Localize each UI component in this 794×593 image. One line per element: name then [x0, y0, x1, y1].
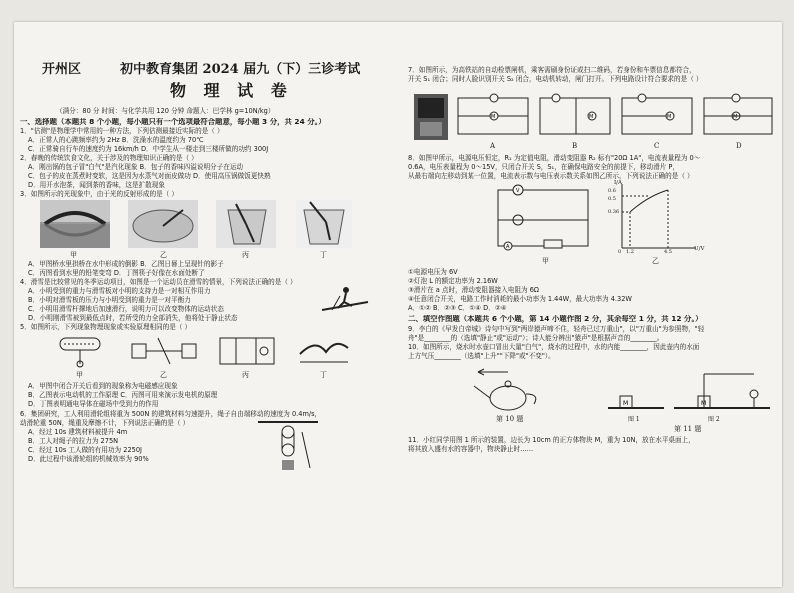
fig7-label-a: A — [490, 142, 496, 150]
svg-text:M: M — [491, 114, 496, 120]
figure-q8-circuit — [488, 182, 598, 254]
q8-options: A．①② B．②③ C．①④ D．②④ — [408, 304, 507, 312]
q8-statement-1: ①电源电压为 6V — [408, 268, 458, 276]
figure-electromagnet-a — [50, 334, 110, 368]
q10-line-2: 上方气压________（选填"上升""下降"或"不变"）。 — [408, 352, 555, 360]
fig8-x-tick-2: 1.2 — [626, 249, 634, 255]
exam-sheet — [14, 22, 782, 587]
figure-q11 — [604, 364, 774, 414]
q5-d: D．丁图表明通电导体在磁场中受到力的作用 — [28, 400, 159, 408]
q9-line-1: 9．李白的《早发白帝城》诗句中写到"两岸猿声啼不住，轻舟已过万重山"，以"万重山"为参照物，"轻 — [408, 325, 705, 333]
q4-stem: 4．滑雪是比较常见的冬季运动项目，如图是一个运动员在滑雪的情景，下列说法正确的是（ ） — [20, 278, 297, 286]
figure-circuit-c — [216, 334, 278, 368]
figure-chopsticks — [296, 200, 352, 248]
q2-c: C．包子的皮在蒸煮时变软，这是因为水蒸气对面皮做功 D．使用高压锅做饭更快熟 — [28, 172, 271, 180]
q8-stem-2: 0.6A，电压表量程为 0～15V，只闭合开关 S，S₁，在确保电路安全的前提下，移动滑片 P， — [408, 163, 679, 171]
q1-stem: 1．"估测"是物理学中常用的一种方法，下列估测最接近实际的是（ ） — [20, 127, 224, 135]
q5-stem: 5．如图所示，下列现象物理现象或实验原理相同的是（ ） — [20, 323, 192, 331]
q6-a: A．经过 10s 建筑材料被提升 4m — [28, 428, 128, 436]
fig3-label-a: 甲 — [70, 251, 77, 259]
q11-line-1: 11．小红同学用图 1 所示的装置，边长为 10cm 的正方体物块 M，重为 10N，放在水平桌面上， — [408, 436, 695, 444]
circuit-option-a — [454, 92, 532, 140]
svg-text:V: V — [516, 188, 520, 194]
district: 开州区 — [42, 62, 82, 77]
q3-stem: 3．如图所示的光现象中，由于光的反射形成的是（ ） — [20, 190, 178, 198]
q10-line-1: 10．如图所示，烧水时水壶口冒出大量"白气"，烧水的过程中，水的内能________，因此壶内的水面 — [408, 343, 700, 351]
fig5-label-b: 乙 — [160, 371, 167, 379]
q6-b: B．工人对绳子的拉力为 275N — [28, 437, 119, 445]
circuit-option-c — [618, 92, 696, 140]
q4-d: D．小明刚滑雪被到最低点时，若所受的力全部消失，他将处于静止状态 — [28, 314, 238, 322]
figure-pencil-in-water — [216, 200, 276, 248]
q1-cd: C．正常骑自行车的速度约为 16km/h D．中学生从一楼走到三楼所做的功约 300J — [28, 145, 269, 153]
fig3-label-d: 丁 — [320, 251, 327, 259]
fig8-x-tick-1: 0 — [618, 249, 622, 255]
fig7-label-d: D — [736, 142, 742, 150]
q6-d: D．此过程中该滑轮组的机械效率为 90% — [28, 455, 149, 463]
figure-sundial — [128, 200, 198, 248]
figure-ticket-gate — [412, 92, 450, 142]
svg-text:M: M — [623, 400, 629, 407]
q8-statement-2: ②灯泡 L 的额定功率为 2.16W — [408, 277, 498, 285]
q3-cd: C．丙图看到水里的铅笔变弯 D．丁图筷子好像在水面处断了 — [28, 269, 205, 277]
q6-stem-1: 6．集团研究，工人利用滑轮组将重为 500N 的建筑材料匀速提升，绳子自由端移动的速度为 0.4m/s， — [20, 410, 322, 418]
figure-bridge-reflection — [40, 200, 110, 248]
exam-title: 初中教育集团 2024 届九（下）三诊考试 — [120, 62, 361, 77]
q2-stem: 2．春晚的传统饮食文化，关于涉及的物理知识正确的是（ ） — [20, 154, 198, 162]
q8-stem-3: 从最右端向左移动到某一位置，电流表示数与电压表示数关系如图乙所示，下列说法正确的是（ ） — [408, 172, 694, 180]
q4-c: C．小明用滑雪杆撑地后加速滑行，说明力可以改变物体的运动状态 — [28, 305, 224, 313]
q5-a: A．甲图中闭合开关后看到的现象称为电磁感应现象 — [28, 382, 178, 390]
fig8-x-unit: U/V — [694, 246, 705, 252]
figure-q8-graph — [608, 182, 698, 254]
fig8-y-tick-2: 0.5 — [608, 196, 616, 202]
circuit-option-b — [536, 92, 614, 140]
fig10-label: 第 10 题 — [496, 415, 524, 423]
svg-text:A: A — [506, 244, 510, 250]
q6-stem-2: 动滑轮重 50N，绳重及摩擦不计，下列说法正确的是（ ） — [20, 419, 190, 427]
q4-a: A．小明受到的重力与滑雪板对小明的支持力是一对相互作用力 — [28, 287, 211, 295]
q1-ab: A．正常人的心跳频率约为 2Hz B．洗澡水的温度约为 70℃ — [28, 136, 204, 144]
fig5-label-c: 丙 — [242, 371, 249, 379]
q11-line-2: 将其放入盛有水的容器中，物块静止时…… — [408, 445, 534, 453]
figure-bird-d — [296, 334, 352, 368]
fig5-label-d: 丁 — [320, 371, 327, 379]
section-one: 一、选择题（本题共 8 个小题，每小题只有一个选项最符合题意，每小题 3 分，共 24 分。） — [20, 118, 326, 126]
figure-skier — [320, 284, 370, 314]
q8-statement-3: ③滑片在 a 点时，滑动变阻器接入电阻为 6Ω — [408, 286, 539, 294]
q9-line-2: 舟"是________的（选填"静止"或"运动"）；诗人能分辨出"猿声"是根据声音的________。 — [408, 334, 664, 342]
svg-text:M: M — [701, 400, 707, 407]
fig8-y-tick-1: 0.6 — [608, 188, 616, 194]
svg-text:M: M — [589, 114, 594, 120]
figure-kettle — [468, 364, 548, 414]
q7-stem-1: 7．如图所示，为高铁站的自动检票闸机，乘客需刷身份证或扫二维码，若身份和车票信息都符合， — [408, 66, 696, 74]
section-two: 二、填空作图题（本题共 6 个小题，第 14 小题作图 2 分，其余每空 1 分，共 12 分。） — [408, 315, 703, 323]
fig8-x-tick-3: 4.5 — [664, 249, 672, 255]
svg-text:M: M — [733, 114, 738, 120]
q8-stem-1: 8．如图甲所示，电源电压恒定，R₁ 为定值电阻，滑动变阻器 R₂ 标有"20Ω 1A"，电流表量程为 0～ — [408, 154, 701, 162]
q4-b: B．小明对滑雪板的压力与小明受到的重力是一对平衡力 — [28, 296, 191, 304]
q2-ab: A．刚出锅的包子冒"白气"是汽化现象 B．包子的香味四溢说明分子在运动 — [28, 163, 244, 171]
fig5-label-a: 甲 — [76, 371, 83, 379]
figure-pulley — [258, 420, 318, 472]
q2-d: D．用开水泡茶，闻到茶的香味，这是扩散现象 — [28, 181, 165, 189]
q8-statement-4: ④任意闭合开关，电路工作时消耗的最小功率为 1.44W，最大功率为 4.32W — [408, 295, 632, 303]
fig3-label-c: 丙 — [242, 251, 249, 259]
svg-text:M: M — [667, 114, 672, 120]
fig7-label-b: B — [572, 142, 578, 150]
fig7-label-c: C — [654, 142, 660, 150]
q7-stem-2: 开关 S₁ 闭合；同时人脸识别开关 S₂ 闭合，电动机转动，闸门打开。下列电路设计符合要求的是（ ） — [408, 75, 703, 83]
q3-ab: A．甲图桥水里拱桥在水中形成的倒影 B．乙图日晷上呈现针的影子 — [28, 260, 224, 268]
fig8-graph-label: 乙 — [652, 257, 659, 265]
fig8-y-unit: I/A — [614, 180, 622, 186]
fig8-y-tick-3: 0.36 — [608, 209, 620, 215]
q6-c: C．经过 10s 工人做的有用功为 2250J — [28, 446, 142, 454]
exam-subject: 物 理 试 卷 — [170, 82, 293, 100]
figure-motor-b — [128, 334, 200, 368]
fig11-sub-2: 图 2 — [708, 416, 720, 423]
fig11-sub-1: 图 1 — [628, 416, 640, 423]
fig8-circuit-label: 甲 — [542, 257, 549, 265]
circuit-option-d — [700, 92, 776, 140]
q5-bc: B．乙图表示电动机的工作原理 C．丙图可用来演示发电机的原理 — [28, 391, 218, 399]
fig3-label-b: 乙 — [160, 251, 167, 259]
exam-info: （满分：80 分 时间：与化学共用 120 分钟 命题人：巴学林 g=10N/kg） — [56, 107, 275, 115]
fig11-label: 第 11 题 — [674, 425, 702, 433]
